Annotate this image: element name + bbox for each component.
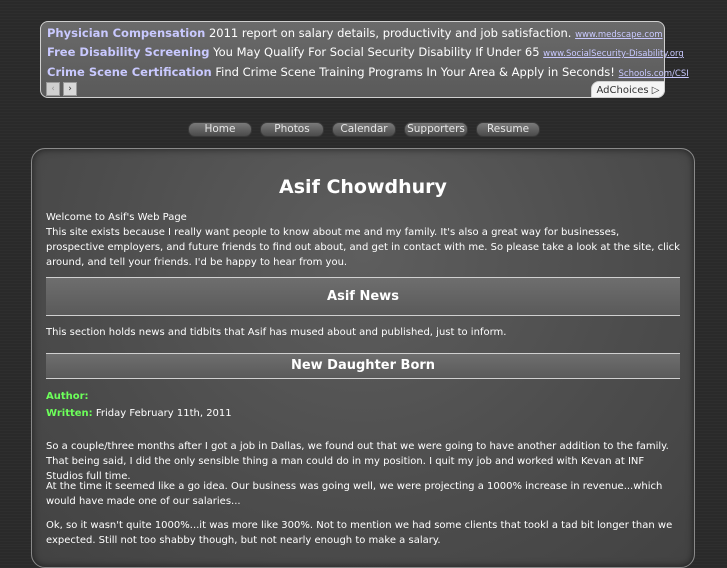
article-title: New Daughter Born	[46, 353, 680, 379]
nav-resume-link[interactable]: Resume	[476, 122, 540, 137]
written-label: Written:	[46, 408, 93, 419]
nav-supporters-link[interactable]: Supporters	[404, 122, 468, 137]
news-section-header: Asif News	[46, 277, 680, 316]
article-paragraph: Ok, so it wasn't quite 1000%...it was more like 300%. Not to mention we had some clients that tookl a tad bit longer than we expected. Still not too shabby though, but not nearly enough to make a salary.	[46, 520, 673, 546]
intro-text	[46, 210, 680, 270]
ad-url-link[interactable]: Schools.com/CSI	[618, 69, 689, 79]
intro-heading: Welcome to Asif's Web Page	[46, 212, 187, 223]
intro-body: This site exists because I really want people to know about me and my family. It's also a great way for businesses, prospective employers, and future friends to find out about, and get in contact with me. So please take a look at the site, click around, and tell your friends. I'd be happy to hear from you.	[46, 227, 680, 268]
ad-item[interactable]	[47, 65, 689, 79]
ad-banner	[40, 21, 689, 98]
written-value: Friday February 11th, 2011	[95, 408, 232, 419]
ad-url-link[interactable]: www.SocialSecurity-Disability.org	[543, 49, 684, 59]
nav-calendar-link[interactable]: Calendar	[332, 122, 396, 137]
ad-prev-button[interactable]: ‹	[46, 82, 60, 96]
ad-description: 2011 report on salary details, productivity and job satisfaction.	[208, 26, 572, 40]
site-title: Asif Chowdhury	[279, 176, 447, 198]
ad-title-link[interactable]: Free Disability Screening	[47, 45, 210, 59]
ad-description: You May Qualify For Social Security Disability If Under 65	[213, 45, 540, 59]
adchoices-button[interactable]: AdChoices ▷	[591, 81, 665, 98]
article-author	[46, 391, 89, 402]
news-description: This section holds news and tidbits that Asif has mused about and published, just to inform.	[46, 327, 507, 338]
ad-title-link[interactable]: Physician Compensation	[47, 26, 206, 40]
main-nav	[188, 122, 540, 137]
ad-item[interactable]	[47, 26, 663, 40]
ad-item[interactable]	[47, 45, 684, 59]
ad-next-button[interactable]: ›	[63, 82, 77, 96]
ad-pager	[46, 82, 77, 96]
ad-description: Find Crime Scene Training Programs In Your Area & Apply in Seconds!	[215, 65, 615, 79]
article-paragraph: So a couple/three months after I got a job in Dallas, we found out that we were going to have another addition to the family. That being said, I did the only sensible thing a man could do in my position. I quit my job and worked with Kevan at INF Studios full time.	[46, 441, 669, 482]
article-date	[46, 408, 232, 419]
nav-photos-link[interactable]: Photos	[260, 122, 324, 137]
article-paragraph: At the time it seemed like a go idea. Our business was going well, we were projecting a 1000% increase in revenue...which would have made one of our salaries...	[46, 481, 663, 507]
ad-url-link[interactable]: www.medscape.com	[575, 30, 663, 40]
nav-home-link[interactable]: Home	[188, 122, 252, 137]
author-label: Author:	[46, 391, 89, 402]
ad-title-link[interactable]: Crime Scene Certification	[47, 65, 212, 79]
content-panel	[31, 148, 695, 568]
